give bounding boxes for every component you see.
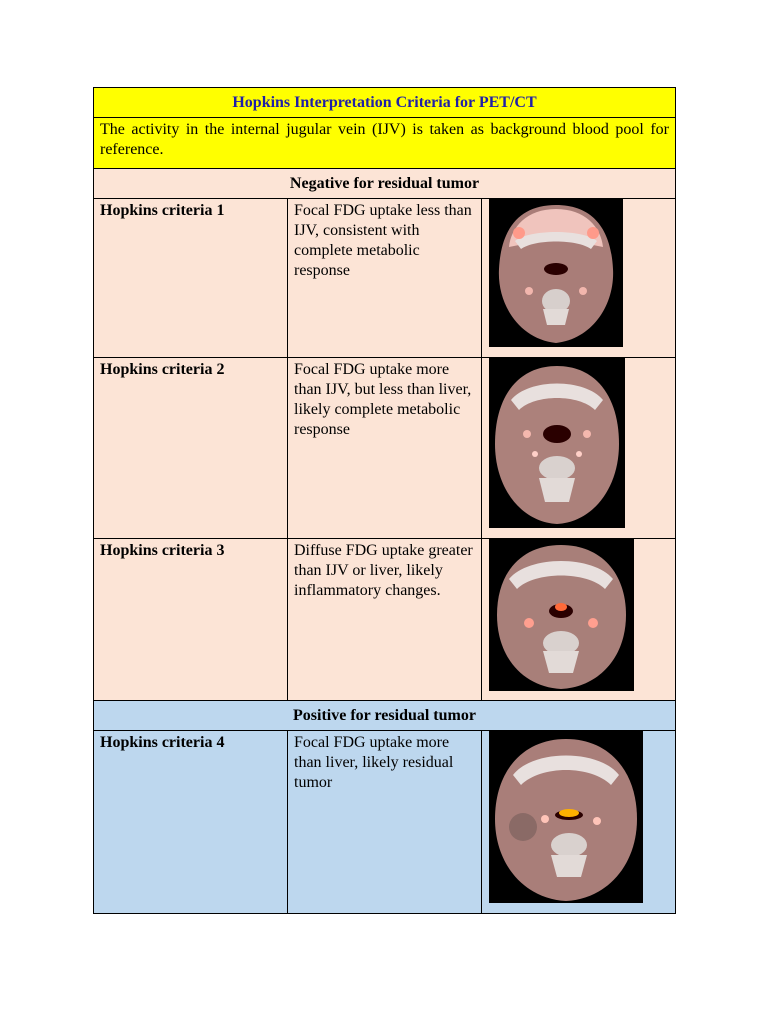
criteria-name: Hopkins criteria 1 <box>94 199 288 358</box>
negative-section-header: Negative for residual tumor <box>94 169 676 199</box>
intro-text: The activity in the internal jugular vein (IJV) is taken as background blood pool for reference. <box>94 118 676 169</box>
table-row <box>94 731 676 914</box>
table-row <box>94 358 676 539</box>
pet-ct-scan-image <box>489 539 634 691</box>
pet-ct-scan-image <box>489 358 625 528</box>
criteria-image-cell <box>482 539 676 701</box>
positive-section-header: Positive for residual tumor <box>94 701 676 731</box>
criteria-image-cell <box>482 731 676 914</box>
table-row <box>94 539 676 701</box>
criteria-image-cell <box>482 199 676 358</box>
criteria-description: Focal FDG uptake more than IJV, but less than liver, likely complete metabolic response <box>288 358 482 539</box>
criteria-description: Focal FDG uptake less than IJV, consistent with complete metabolic response <box>288 199 482 358</box>
hopkins-criteria-table <box>93 87 676 914</box>
criteria-name: Hopkins criteria 3 <box>94 539 288 701</box>
criteria-name: Hopkins criteria 4 <box>94 731 288 914</box>
table-row <box>94 199 676 358</box>
pet-ct-scan-image <box>489 731 643 903</box>
criteria-description: Diffuse FDG uptake greater than IJV or liver, likely inflammatory changes. <box>288 539 482 701</box>
criteria-name: Hopkins criteria 2 <box>94 358 288 539</box>
criteria-description: Focal FDG uptake more than liver, likely residual tumor <box>288 731 482 914</box>
table-title: Hopkins Interpretation Criteria for PET/CT <box>94 88 676 118</box>
pet-ct-scan-image <box>489 199 623 347</box>
criteria-image-cell <box>482 358 676 539</box>
